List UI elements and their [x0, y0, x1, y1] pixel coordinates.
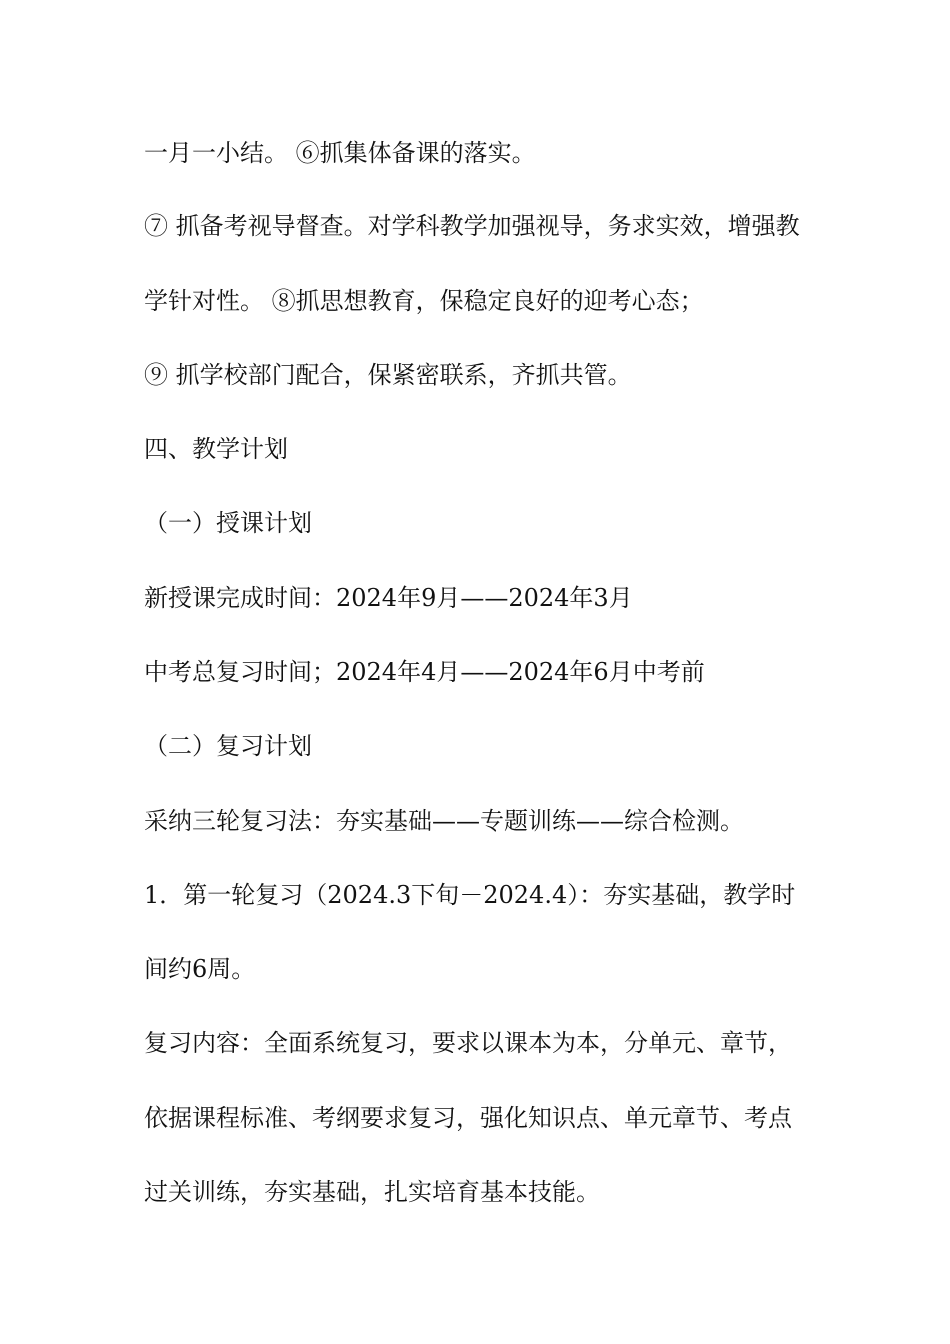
text-line-1: 一月一小结。 ⑥抓集体备课的落实。: [144, 139, 536, 167]
text-line-11: 1．第一轮复习（2024.3下旬－2024.4）：夯实基础，教学时: [144, 881, 796, 909]
text-line-2: ⑦ 抓备考视导督查。对学科教学加强视导，务求实效，增强教: [144, 212, 800, 240]
text-line-14: 依据课程标准、考纲要求复习，强化知识点、单元章节、考点: [144, 1104, 792, 1132]
text-line-4: ⑨ 抓学校部门配合，保紧密联系，齐抓共管。: [144, 361, 632, 389]
text-line-7: 新授课完成时间：2024年9月——2024年3月: [144, 584, 633, 612]
text-line-8: 中考总复习时间；2024年4月——2024年6月中考前: [144, 658, 705, 686]
text-line-15: 过关训练，夯实基础，扎实培育基本技能。: [144, 1178, 600, 1206]
section-heading-teaching-plan: 四、教学计划: [144, 435, 288, 463]
text-line-3: 学针对性。 ⑧抓思想教育，保稳定良好的迎考心态；: [144, 287, 704, 315]
text-line-13: 复习内容：全面系统复习，要求以课本为本，分单元、章节，: [144, 1029, 792, 1057]
subsection-heading-review-plan: （二）复习计划: [144, 732, 312, 760]
subsection-heading-lecture-plan: （一）授课计划: [144, 509, 312, 537]
text-line-10: 采纳三轮复习法：夯实基础——专题训练——综合检测。: [144, 807, 744, 835]
text-line-12: 间约6周。: [144, 955, 256, 983]
